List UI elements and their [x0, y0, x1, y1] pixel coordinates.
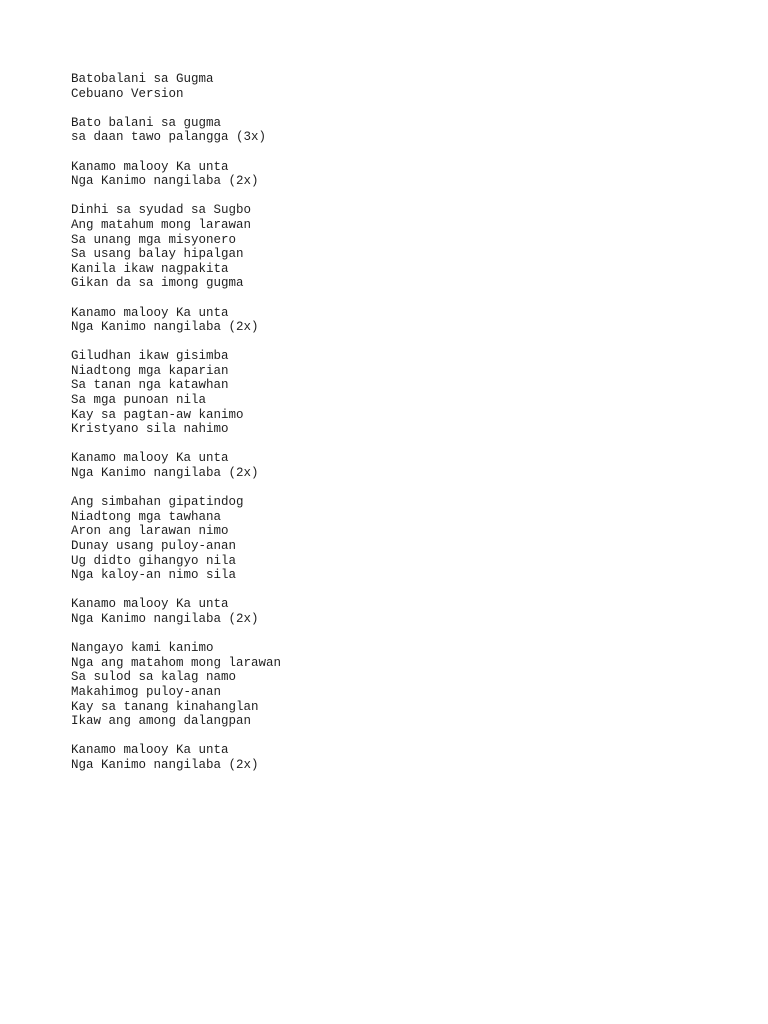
- lyric-line: Kanila ikaw nagpakita: [71, 261, 229, 276]
- stanza: [71, 160, 691, 189]
- stanza: [71, 641, 691, 729]
- lyric-line: Nga Kanimo nangilaba (2x): [71, 757, 259, 772]
- lyric-line: Giludhan ikaw gisimba: [71, 349, 229, 364]
- lyric-line: Nangayo kami kanimo: [71, 641, 214, 656]
- stanza: [71, 116, 691, 145]
- lyrics-body: [71, 72, 691, 787]
- lyric-line: Dunay usang puloy-anan: [71, 539, 237, 553]
- stanza-container: [71, 116, 691, 773]
- lyric-line: Nga ang matahom mong larawan: [71, 655, 282, 670]
- lyric-line: Nga Kanimo nangilaba (2x): [71, 466, 259, 481]
- lyric-line: Bato balani sa gugma: [71, 115, 222, 130]
- stanza: [71, 597, 691, 626]
- lyric-line: Kay sa tanang kinahanglan: [71, 699, 259, 714]
- stanza: [71, 306, 691, 335]
- lyric-line: Nga Kanimo nangilaba (2x): [71, 174, 259, 189]
- lyric-line: Kay sa pagtan-aw kanimo: [71, 407, 244, 422]
- lyric-line: Sa sulod sa kalag namo: [71, 670, 237, 685]
- song-subtitle: Cebuano Version: [71, 86, 184, 101]
- stanza: [71, 203, 691, 291]
- lyric-line: Sa mga punoan nila: [71, 393, 207, 408]
- lyric-line: Sa unang mga misyonero: [71, 232, 237, 247]
- title-block: [71, 72, 691, 101]
- lyric-line: Ang matahum mong larawan: [71, 217, 252, 232]
- stanza: [71, 743, 691, 772]
- lyric-line: Gikan da sa imong gugma: [71, 276, 244, 291]
- lyric-line: Nga Kanimo nangilaba (2x): [71, 320, 259, 335]
- lyric-line: Niadtong mga kaparian: [71, 363, 229, 378]
- lyric-line: Ug didto gihangyo nila: [71, 553, 237, 568]
- lyric-line: Makahimog puloy-anan: [71, 684, 222, 699]
- song-title: Batobalani sa Gugma: [71, 72, 214, 86]
- lyric-line: sa daan tawo palangga (3x): [71, 130, 267, 145]
- lyric-line: Aron ang larawan nimo: [71, 524, 229, 539]
- stanza: [71, 495, 691, 583]
- lyric-line: Kanamo malooy Ka unta: [71, 451, 229, 466]
- lyric-line: Ang simbahan gipatindog: [71, 495, 244, 510]
- stanza: [71, 451, 691, 480]
- lyric-line: Kristyano sila nahimo: [71, 422, 229, 437]
- lyric-line: Kanamo malooy Ka unta: [71, 743, 229, 758]
- lyric-line: Nga kaloy-an nimo sila: [71, 568, 237, 583]
- lyric-line: Niadtong mga tawhana: [71, 509, 222, 524]
- lyric-line: Sa tanan nga katawhan: [71, 378, 229, 393]
- stanza: [71, 349, 691, 437]
- lyric-line: Sa usang balay hipalgan: [71, 247, 244, 262]
- lyric-line: Ikaw ang among dalangpan: [71, 714, 252, 729]
- lyric-line: Kanamo malooy Ka unta: [71, 159, 229, 174]
- lyric-line: Kanamo malooy Ka unta: [71, 597, 229, 612]
- lyric-line: Nga Kanimo nangilaba (2x): [71, 611, 259, 626]
- lyric-line: Kanamo malooy Ka unta: [71, 305, 229, 320]
- lyric-line: Dinhi sa syudad sa Sugbo: [71, 203, 252, 218]
